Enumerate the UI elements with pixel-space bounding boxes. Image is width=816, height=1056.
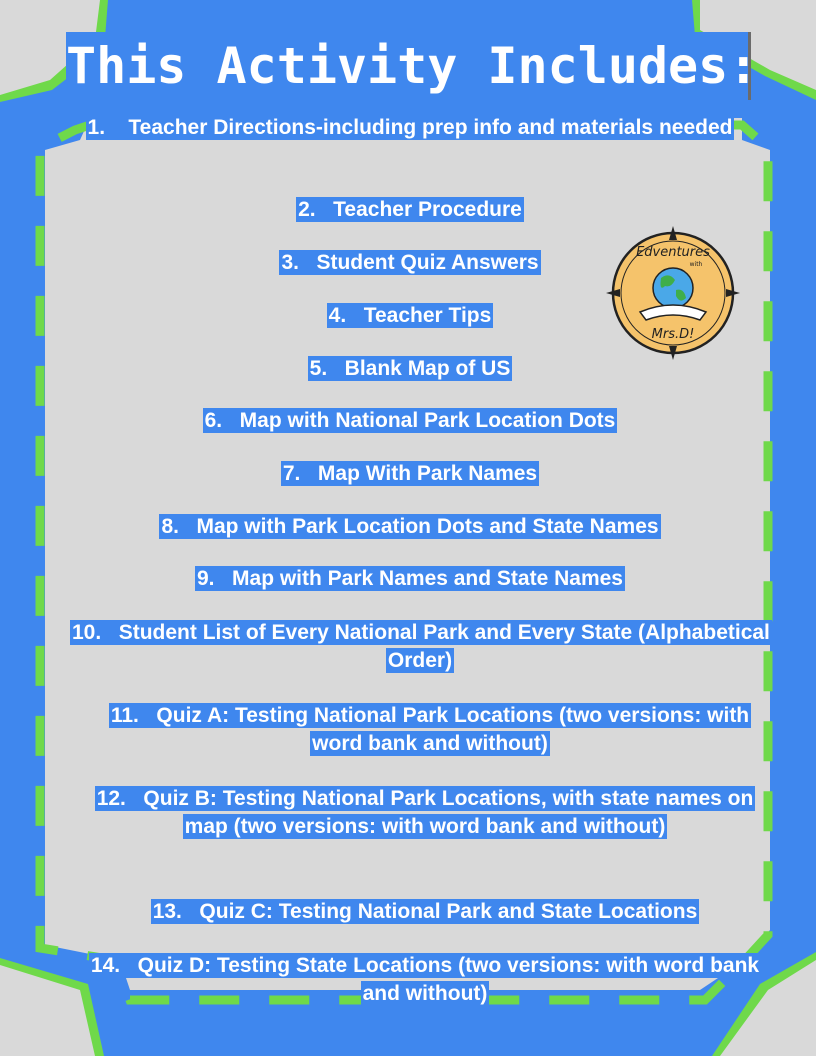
list-item: 3. Student Quiz Answers (281, 251, 539, 274)
list-item: 9. Map with Park Names and State Names (196, 567, 623, 590)
list-item: 11. Quiz A: Testing National Park Locations (two versions: with word bank and without) (110, 704, 750, 755)
page-title: This Activity Includes: (66, 32, 748, 100)
list-item: 2. Teacher Procedure (298, 198, 522, 221)
list-item: 12. Quiz B: Testing National Park Locations, with state names on map (two versions: with word bank and without) (96, 787, 754, 838)
list-item: 13. Quiz C: Testing National Park and State Locations (152, 900, 698, 923)
list-item: 10. Student List of Every National Park and Every State (Alphabetical Order) (72, 621, 770, 672)
list-item: 1. Teacher Directions-including prep info and materials needed (87, 116, 733, 139)
list-item: 14. Quiz D: Testing State Locations (two versions: with word bank and without) (90, 954, 760, 1005)
list-item: 8. Map with Park Location Dots and State Names (161, 515, 659, 538)
globe-book-logo-icon (606, 226, 740, 360)
logo-top-text: Edventures (636, 245, 710, 260)
list-item: 4. Teacher Tips (328, 304, 492, 327)
list-item: 7. Map With Park Names (282, 462, 538, 485)
list-item: 6. Map with National Park Location Dots (204, 409, 616, 432)
logo-small-text: with (689, 261, 703, 268)
list-item: 5. Blank Map of US (309, 357, 511, 380)
logo-bottom-text: Mrs.D! (651, 327, 695, 342)
